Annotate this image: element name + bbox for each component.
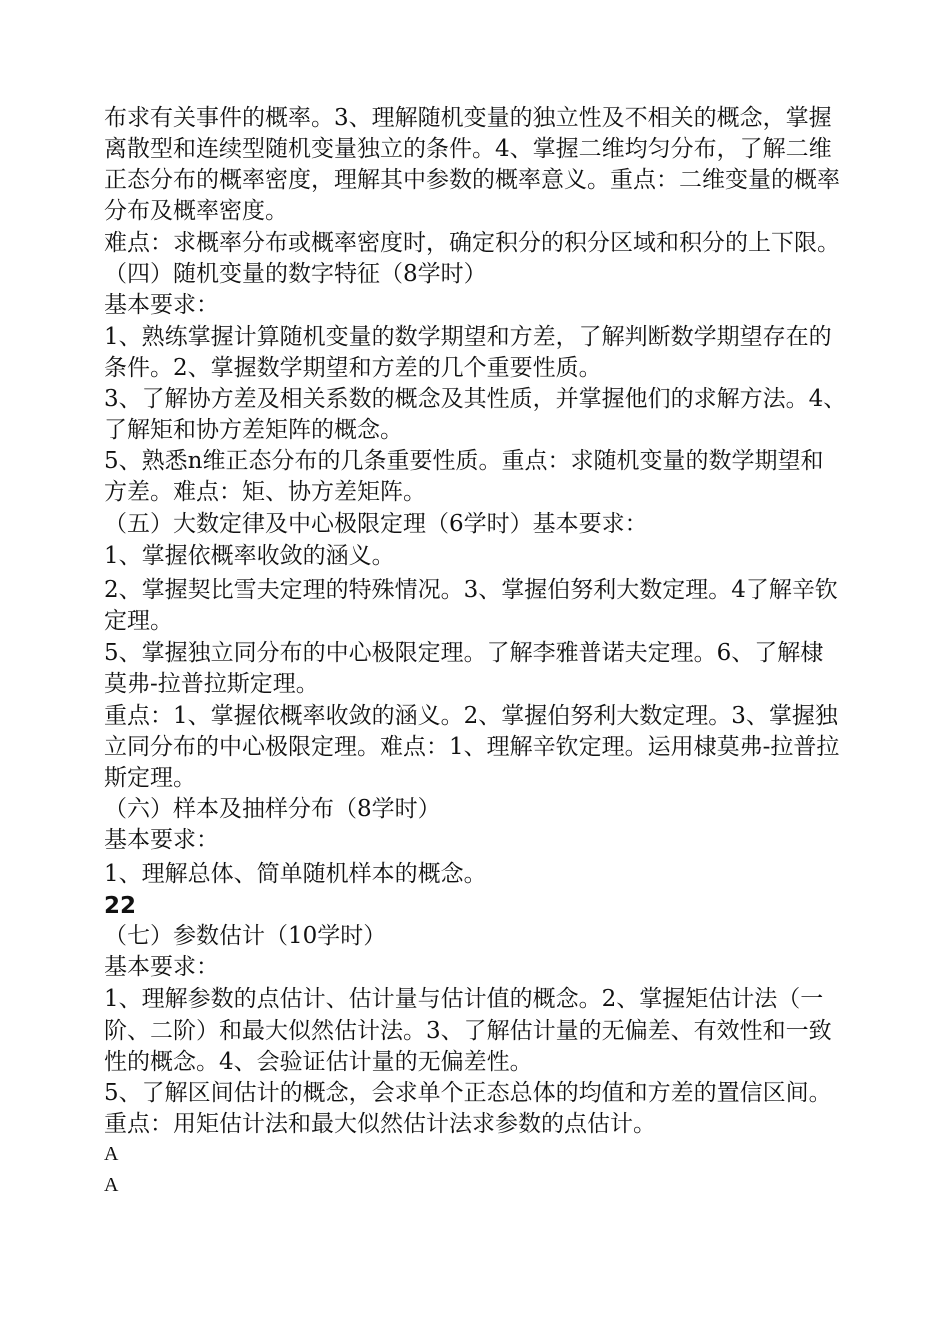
text-line-3: 正态分布的概率密度，理解其中参数的概率意义。重点：二维变量的概率 — [104, 167, 840, 193]
section-heading-4: （四）随机变量的数字特征（8学时） — [104, 261, 487, 287]
text-line-31: 性的概念。4、会验证估计量的无偏差性。 — [104, 1049, 533, 1075]
text-line-10: 3、了解协方差及相关系数的概念及其性质，并掌握他们的求解方法。4、 — [104, 386, 847, 412]
section-heading-7: （七）参数估计（10学时） — [104, 923, 387, 949]
text-line-28: 基本要求： — [104, 954, 219, 980]
text-line-11: 了解矩和协方差矩阵的概念。 — [104, 417, 403, 443]
text-line-32: 5、了解区间估计的概念，会求单个正态总体的均值和方差的置信区间。 — [104, 1080, 832, 1106]
text-line-5: 难点：求概率分布或概率密度时，确定积分的积分区域和积分的上下限。 — [104, 230, 840, 256]
text-line-17: 定理。 — [104, 608, 173, 634]
text-line-13: 方差。难点：矩、协方差矩阵。 — [104, 479, 426, 505]
text-line-22: 斯定理。 — [104, 765, 196, 791]
text-line-24: 基本要求： — [104, 827, 219, 853]
text-line-30: 阶、二阶）和最大似然估计法。3、了解估计量的无偏差、有效性和一致 — [104, 1018, 832, 1044]
text-line-a-2: A — [104, 1174, 119, 1196]
text-line-2: 离散型和连续型随机变量独立的条件。4、掌握二维均匀分布，了解二维 — [104, 136, 832, 162]
text-line-15: 1、掌握依概率收敛的涵义。 — [104, 543, 395, 569]
text-line-8: 1、熟练掌握计算随机变量的数学期望和方差，了解判断数学期望存在的 — [104, 324, 832, 350]
section-heading-5: （五）大数定律及中心极限定理（6学时）基本要求： — [104, 511, 648, 537]
text-line-a-1: A — [104, 1143, 119, 1165]
text-line-16: 2、掌握契比雪夫定理的特殊情况。3、掌握伯努利大数定理。4了解辛钦 — [104, 577, 838, 603]
text-line-21: 立同分布的中心极限定理。难点：1、理解辛钦定理。运用棣莫弗-拉普拉 — [104, 734, 840, 760]
text-line-18: 5、掌握独立同分布的中心极限定理。了解李雅普诺夫定理。6、了解棣 — [104, 640, 824, 666]
text-line-12: 5、熟悉n维正态分布的几条重要性质。重点：求随机变量的数学期望和 — [104, 448, 824, 474]
text-line-19: 莫弗-拉普拉斯定理。 — [104, 671, 319, 697]
text-line-4: 分布及概率密度。 — [104, 198, 288, 224]
text-line-7: 基本要求： — [104, 292, 219, 318]
text-line-29: 1、理解参数的点估计、估计量与估计值的概念。2、掌握矩估计法（一 — [104, 986, 824, 1012]
text-line-1: 布求有关事件的概率。3、理解随机变量的独立性及不相关的概念，掌握 — [104, 105, 832, 131]
text-line-9: 条件。2、掌握数学期望和方差的几个重要性质。 — [104, 355, 602, 381]
page-number: 22 — [104, 893, 137, 919]
text-line-25: 1、理解总体、简单随机样本的概念。 — [104, 861, 487, 887]
section-heading-6: （六）样本及抽样分布（8学时） — [104, 796, 441, 822]
text-line-33: 重点：用矩估计法和最大似然估计法求参数的点估计。 — [104, 1111, 656, 1137]
text-line-20: 重点：1、掌握依概率收敛的涵义。2、掌握伯努利大数定理。3、掌握独 — [104, 703, 838, 729]
